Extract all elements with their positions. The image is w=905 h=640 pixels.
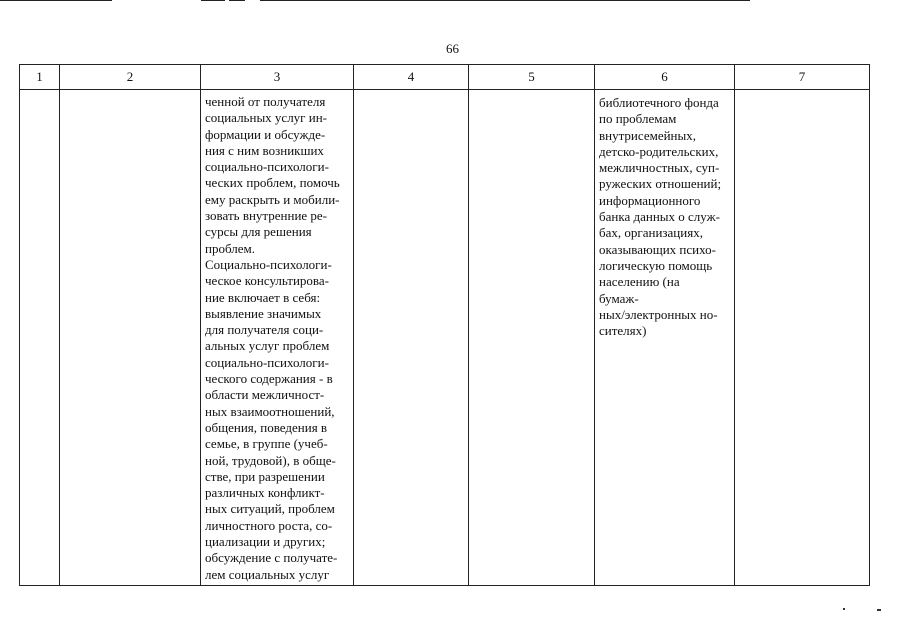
table-row bbox=[20, 90, 870, 586]
cell-col-6-text: библиотечного фонда по проблемам внутрисемейных, детско-родительских, межличностных, суп- ружеских отношений; информационного банка данных о служ- бах, организациях, оказывающих психо- логическую помощь населению (на бумаж- ных/электронных но- сителях) bbox=[599, 95, 722, 339]
header-col-4: 4 bbox=[354, 65, 469, 90]
cell-col-1-text bbox=[20, 90, 59, 94]
header-col-1: 1 bbox=[20, 65, 60, 90]
table-header-row bbox=[20, 65, 870, 90]
scan-edge-line-mid-2 bbox=[229, 0, 245, 1]
header-col-3: 3 bbox=[201, 65, 354, 90]
cell-col-7 bbox=[735, 90, 870, 586]
cell-col-6 bbox=[595, 90, 735, 586]
cell-col-2-text bbox=[60, 90, 200, 94]
scan-edge-line-right bbox=[260, 0, 750, 1]
scan-edge-line-left bbox=[0, 0, 112, 1]
header-col-2: 2 bbox=[60, 65, 201, 90]
cell-col-4-text bbox=[354, 90, 468, 94]
header-col-6: 6 bbox=[595, 65, 735, 90]
document-table bbox=[19, 64, 870, 586]
cell-col-3-text: ченной от получателя социальных услуг ин- формации и обсужде- ния с ним возникших социально-психологи- ческих проблем, помочь ему раскрыть и мобили- зовать внутренние ре- сурсы для решения проблем. Социально-психологи- ческое консультирова- ние включает в себя: выявление значимых для получателя соци- альных услуг проблем социально-психологи- ческого содержания - в области межличност- ных взаимоотношений, общения, поведения в семье, в группе (учеб- ной, трудовой), в обще- стве, при разрешении различных конфликт- ных ситуаций, проблем личностного роста, со- циализации и других; обсуждение с получате- лем социальных услуг bbox=[205, 94, 340, 582]
cell-col-7-text bbox=[735, 90, 869, 94]
scan-edge-line-mid-1 bbox=[201, 0, 225, 1]
cell-col-5-text bbox=[469, 90, 594, 94]
header-col-7: 7 bbox=[735, 65, 870, 90]
scan-speck bbox=[843, 608, 845, 610]
cell-col-4 bbox=[354, 90, 469, 586]
cell-col-2 bbox=[60, 90, 201, 586]
header-col-5: 5 bbox=[469, 65, 595, 90]
page-number: 66 bbox=[446, 41, 459, 56]
scan-speck bbox=[877, 609, 881, 611]
cell-col-5 bbox=[469, 90, 595, 586]
cell-col-3 bbox=[201, 90, 354, 586]
cell-col-1 bbox=[20, 90, 60, 586]
